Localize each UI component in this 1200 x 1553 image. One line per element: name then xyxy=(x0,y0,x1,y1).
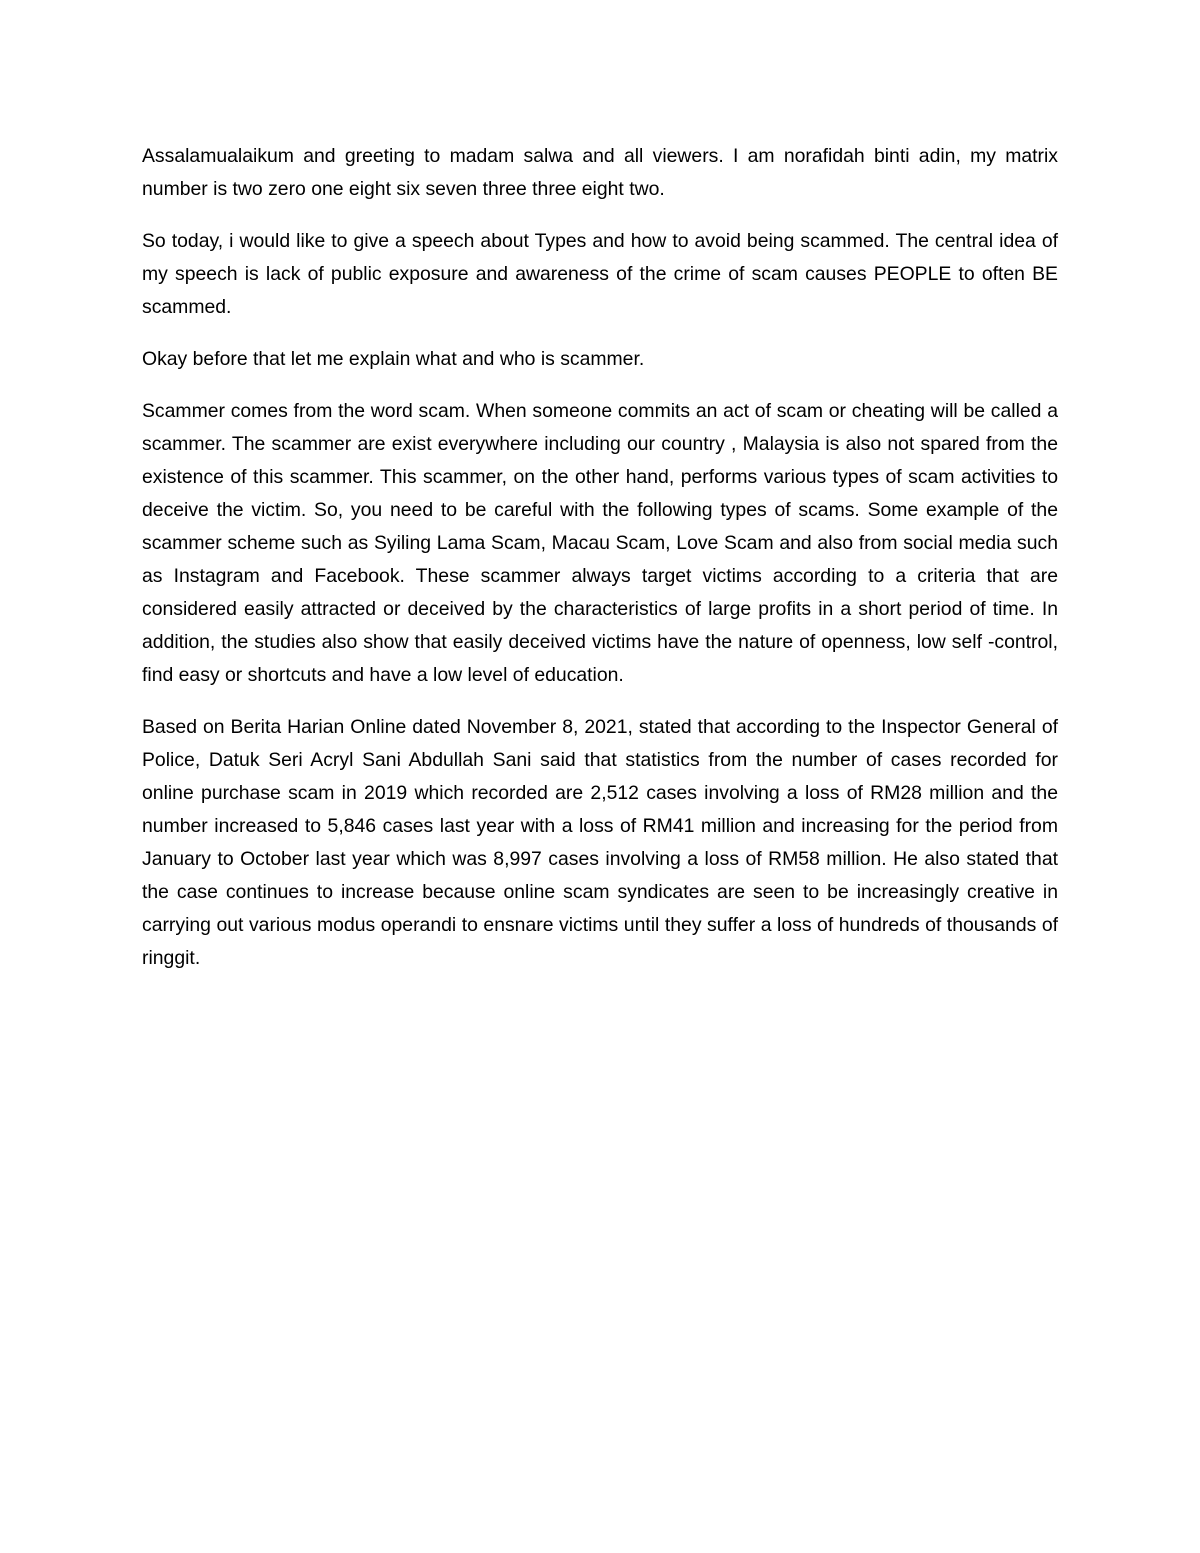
paragraph-statistics: Based on Berita Harian Online dated November 8, 2021, stated that according to the Inspector General of Police, Datuk Seri Acryl Sani Abdullah Sani said that statistics from the number of cases recorded for online purchase scam in 2019 which recorded are 2,512 cases involving a loss of RM28 million and the number increased to 5,846 cases last year with a loss of RM41 million and increasing for the period from January to October last year which was 8,997 cases involving a loss of RM58 million. He also stated that the case continues to increase because online scam syndicates are seen to be increasingly creative in carrying out various modus operandi to ensnare victims until they suffer a loss of hundreds of thousands of ringgit. xyxy=(142,716,1058,969)
paragraph-scammer-definition: Scammer comes from the word scam. When someone commits an act of scam or cheating will be called a scammer. The scammer are exist everywhere including our country , Malaysia is also not spared from the existence of this scammer. This scammer, on the other hand, performs various types of scam activities to deceive the victim. So, you need to be careful with the following types of scams. Some example of the scammer scheme such as Syiling Lama Scam, Macau Scam, Love Scam and also from social media such as Instagram and Facebook. These scammer always target victims according to a criteria that are considered easily attracted or deceived by the characteristics of large profits in a short period of time. In addition, the studies also show that easily deceived victims have the nature of openness, low self -control, find easy or shortcuts and have a low level of education. xyxy=(142,400,1058,686)
paragraph-intro-scammer: Okay before that let me explain what and who is scammer. xyxy=(142,348,645,370)
document-body xyxy=(142,140,1058,994)
paragraph-greeting: Assalamualaikum and greeting to madam salwa and all viewers. I am norafidah binti adin, my matrix number is two zero one eight six seven three three eight two. xyxy=(142,145,1058,200)
paragraph-speech-topic: So today, i would like to give a speech about Types and how to avoid being scammed. The central idea of my speech is lack of public exposure and awareness of the crime of scam causes PEOPLE to often BE scammed. xyxy=(142,230,1058,318)
